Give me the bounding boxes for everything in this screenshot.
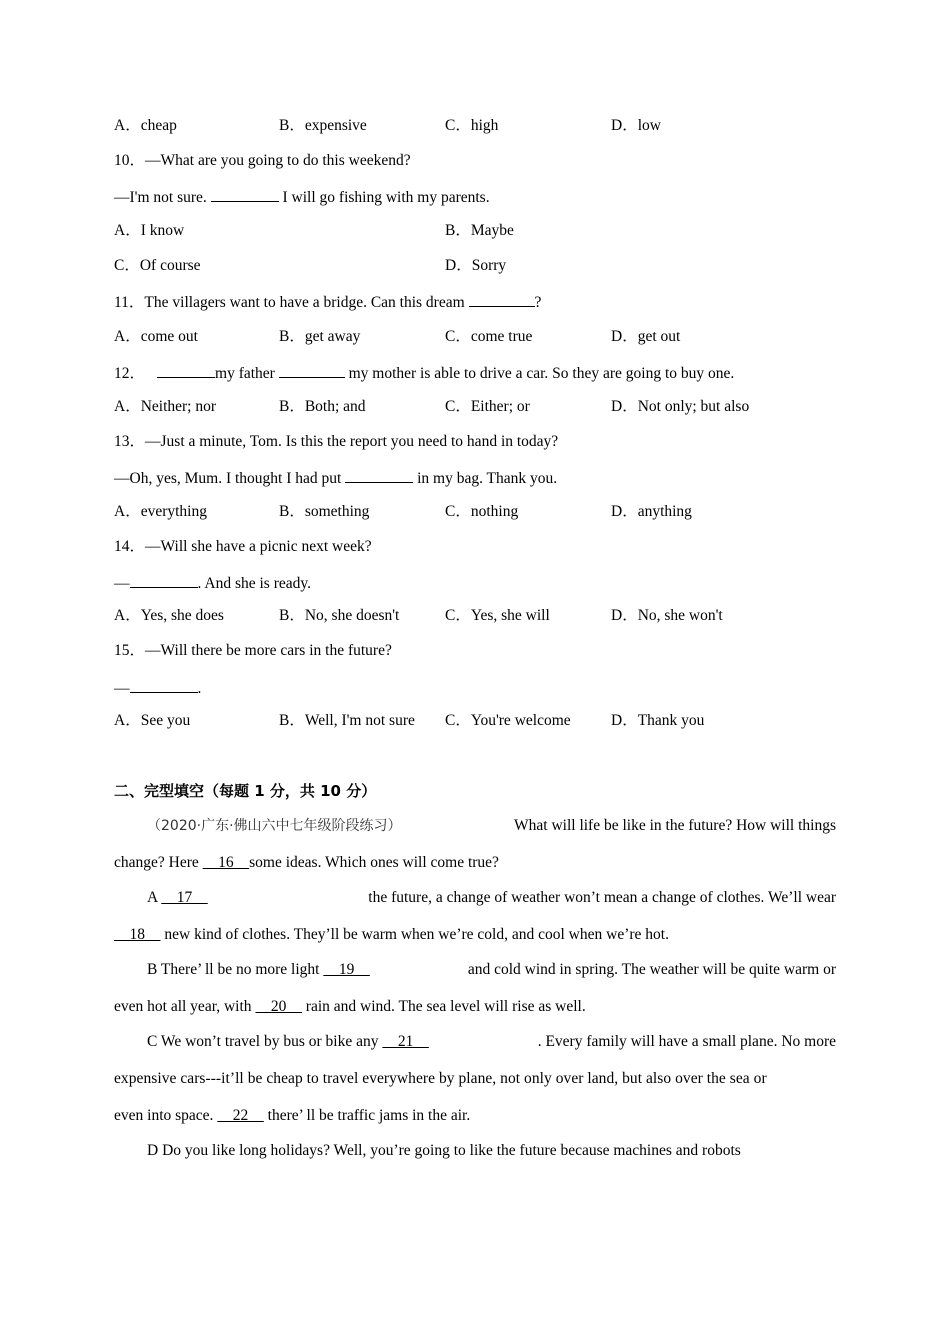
q12-stem-a: my father [215,365,279,382]
passage-text: A [147,889,162,906]
q11-option-d[interactable]: D．get out [611,328,681,345]
q14-option-d[interactable]: D．No, she won't [611,607,723,624]
q11-option-b[interactable]: B．get away [279,328,361,345]
q10-line2 [114,186,490,208]
passage-text: the future, a change of weather won’t mean a change of clothes. We’ll wear [368,889,836,906]
passage-text: new kind of clothes. They’ll be warm when we’re cold, and cool when we’re hot. [160,926,669,943]
q12-number: 12． [114,365,146,382]
q13-option-d[interactable]: D．anything [611,503,692,520]
q15-blank[interactable] [130,677,198,693]
q12-option-b[interactable]: B．Both; and [279,398,366,415]
passage-intro-text: What will life be like in the future? How will things [514,817,836,834]
paragraph-c-line1 [114,1032,836,1052]
q12-blank-2[interactable] [279,362,345,378]
q10-option-b[interactable]: B．Maybe [445,222,514,239]
q12-option-c[interactable]: C．Either; or [445,398,530,415]
q15-option-b[interactable]: B．Well, I'm not sure [279,712,415,729]
q14-line2-b: . And she is ready. [197,575,312,592]
paragraph-c-start [114,1032,429,1052]
q12-stem [114,362,734,384]
passage-text: rain and wind. The sea level will rise as well. [301,998,586,1015]
q11-stem-b: ? [534,294,542,311]
blank-17[interactable]: 17 [161,889,208,906]
q15-option-c[interactable]: C．You're welcome [445,712,571,729]
passage-text: and cold wind in spring. The weather will be quite warm or [467,961,836,978]
q13-option-a[interactable]: A．everything [114,503,207,520]
paragraph-d-line1: D Do you like long holidays? Well, you’re going to like the future because machines and robots [147,1142,741,1159]
passage-text: even into space. [114,1107,218,1124]
blank-22[interactable]: 22 [217,1107,264,1124]
q12-option-d[interactable]: D．Not only; but also [611,398,750,415]
passage-text: . Every family will have a small plane. No more [537,1033,836,1050]
q15-option-d[interactable]: D．Thank you [611,712,705,729]
q15-stem: 15．—Will there be more cars in the future? [114,642,392,659]
q14-option-b[interactable]: B．No, she doesn't [279,607,400,624]
blank-20[interactable]: 20 [255,998,302,1015]
q13-option-c[interactable]: C．nothing [445,503,519,520]
passage-text: even hot all year, with [114,998,256,1015]
q15-option-a[interactable]: A．See you [114,712,191,729]
q12-blank-1[interactable] [157,362,215,378]
q11-option-a[interactable]: A．come out [114,328,198,345]
q10-stem: 10．—What are you going to do this weekend? [114,152,411,169]
passage-text: C We won’t travel by bus or bike any [147,1033,383,1050]
passage-text: some ideas. Which ones will come true? [249,854,499,871]
q14-stem: 14．—Will she have a picnic next week? [114,538,372,555]
q14-line2 [114,572,311,594]
paragraph-c-line3 [114,1106,470,1126]
q14-option-a[interactable]: A．Yes, she does [114,607,224,624]
q10-option-a[interactable]: A．I know [114,222,185,239]
blank-19[interactable]: 19 [323,961,370,978]
paragraph-a-start [114,888,208,908]
blank-16[interactable]: 16 [202,854,250,871]
paragraph-b-line2 [114,997,586,1017]
q9-option-c[interactable]: C．high [445,117,499,134]
paragraph-a-line1 [114,888,836,908]
q13-blank[interactable] [345,467,413,483]
section-heading: 二、完型填空（每题 1 分，共 10 分） [114,782,377,800]
q10-option-c[interactable]: C．Of course [114,257,201,274]
q11-blank[interactable] [469,291,535,307]
q15-line2-b: . [197,680,202,697]
q12-stem-b: my mother is able to drive a car. So they are going to buy one. [344,365,735,382]
q11-option-c[interactable]: C．come true [445,328,533,345]
passage-source: （2020·广东·佛山六中七年级阶段练习） [147,818,402,834]
paragraph-b-line1 [114,960,836,980]
q9-option-b[interactable]: B．expensive [279,117,367,134]
passage-text: B There’ ll be no more light [147,961,324,978]
q10-blank[interactable] [211,186,279,202]
q9-option-a[interactable]: A．cheap [114,117,177,134]
q15-line2 [114,677,201,699]
q15-line2-a: — [114,680,130,697]
q14-line2-a: — [114,575,130,592]
q13-line2-b: in my bag. Thank you. [413,470,558,487]
q10-line2-a: —I'm not sure. [114,189,211,206]
q13-line2 [114,467,557,489]
passage-text: change? Here [114,854,203,871]
q12-option-a[interactable]: A．Neither; nor [114,398,217,415]
q11-stem-a: 11．The villagers want to have a bridge. Can this dream [114,294,469,311]
q10-option-d[interactable]: D．Sorry [445,257,507,274]
q13-stem: 13．—Just a minute, Tom. Is this the report you need to hand in today? [114,433,559,450]
q13-option-b[interactable]: B．something [279,503,370,520]
blank-21[interactable]: 21 [382,1033,429,1050]
paragraph-a-line2 [114,925,669,945]
q13-line2-a: —Oh, yes, Mum. I thought I had put [114,470,346,487]
q14-option-c[interactable]: C．Yes, she will [445,607,550,624]
paragraph-c-line2: expensive cars---it’ll be cheap to travel everywhere by plane, not only over land, but also over the sea or [114,1070,767,1087]
q14-blank[interactable] [130,572,198,588]
passage-text: there’ ll be traffic jams in the air. [263,1107,471,1124]
blank-18[interactable]: 18 [114,926,161,943]
passage-intro-line2 [114,853,499,873]
q9-option-d[interactable]: D．low [611,117,661,134]
q11-stem [114,291,541,313]
passage-intro-line1 [114,816,836,836]
paragraph-b-start [114,960,370,980]
q10-line2-b: I will go fishing with my parents. [278,189,490,206]
